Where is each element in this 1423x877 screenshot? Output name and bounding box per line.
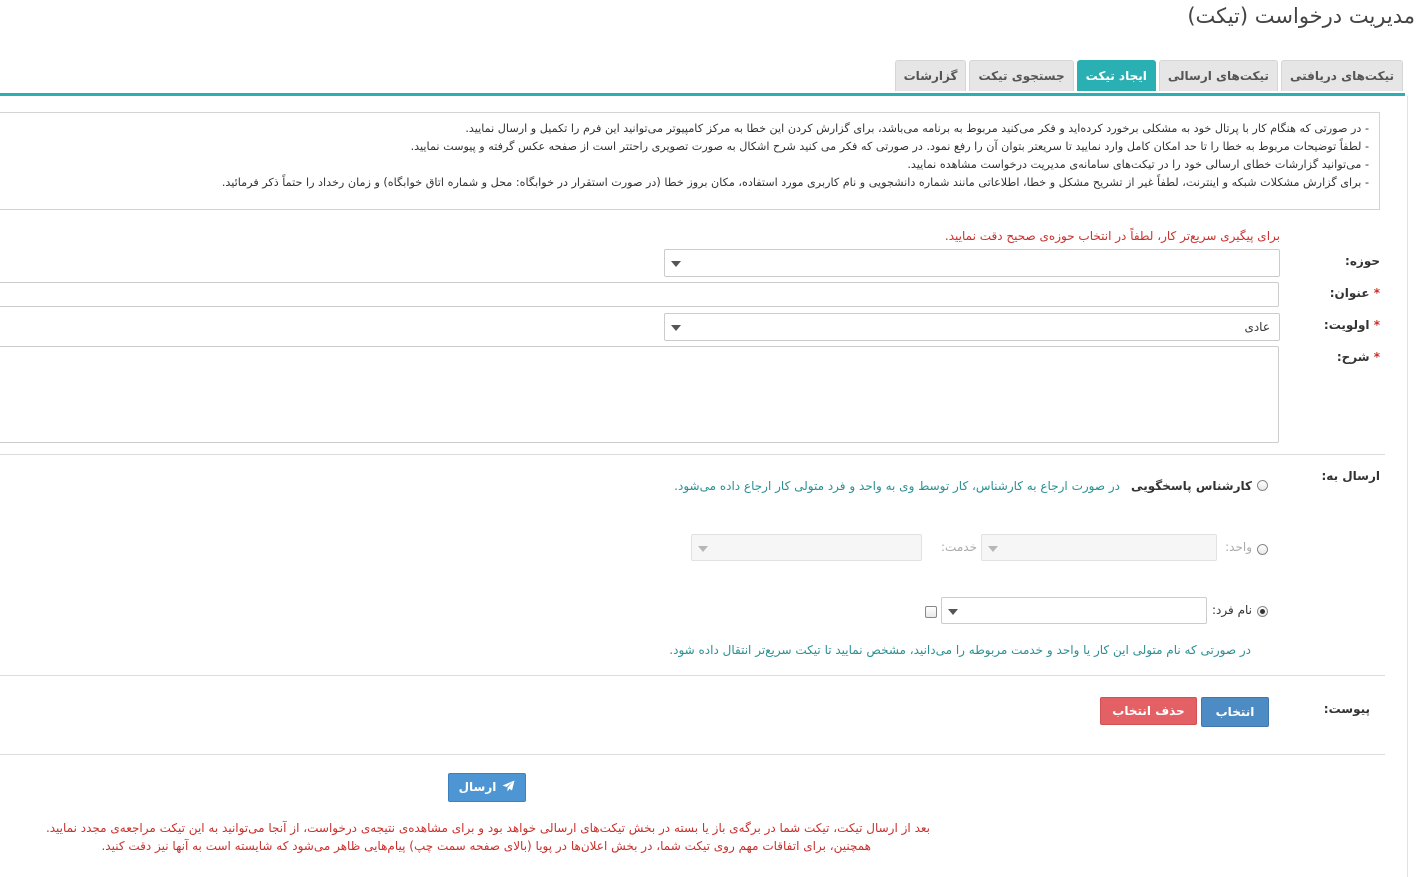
expert-option-label[interactable]: کارشناس پاسخگویی [1131, 479, 1252, 493]
chevron-down-icon [698, 546, 708, 552]
tab-reports[interactable]: گزارشات [895, 60, 967, 91]
required-mark: * [1373, 350, 1380, 364]
footer-note-1: بعد از ارسال تیکت، تیکت شما در برگه‌ی باز یا بسته در بخش تیکت‌های ارسالی خواهد بود و برای مشاهده‌ی نتیجه‌ی درخواست، از آنجا می‌توانید به این تیکت مراجعه‌ی مجدد نمایید. [45, 821, 930, 835]
required-mark: * [1373, 286, 1380, 300]
tab-bar [895, 60, 1403, 91]
chevron-down-icon [671, 261, 681, 267]
person-note: در صورتی که نام متولی این کار یا واحد و خدمت مربوطه را می‌دانید، مشخص نمایید تا تیکت سریع‌تر انتقال داده شود. [669, 643, 1251, 657]
subject-label [1330, 286, 1380, 300]
unit-label: واحد: [1225, 540, 1252, 554]
service-select[interactable] [691, 534, 922, 561]
priority-label [1324, 318, 1380, 332]
send-to-label: ارسال به: [1321, 469, 1380, 483]
domain-note: برای پیگیری سریع‌تر کار، لطفاً در انتخاب حوزه‌ی صحیح دقت نمایید. [944, 229, 1280, 243]
priority-select[interactable] [664, 313, 1280, 341]
description-label [1337, 350, 1380, 364]
scrollbar-track[interactable] [1407, 96, 1408, 877]
expert-note: در صورت ارجاع به کارشناس، کار توسط وی به واحد و فرد متولی کار ارجاع داده می‌شود. [674, 479, 1120, 493]
required-mark: * [1373, 318, 1380, 332]
tab-sent-tickets[interactable]: تیکت‌های ارسالی [1159, 60, 1278, 91]
priority-select-value: عادی [1244, 320, 1270, 334]
tab-underline [0, 93, 1405, 96]
divider [0, 454, 1385, 455]
info-box [0, 112, 1380, 210]
subject-input[interactable] [0, 282, 1279, 307]
person-checkbox[interactable] [925, 606, 937, 618]
subject-label-text: عنوان: [1329, 286, 1370, 300]
tab-received-tickets[interactable]: تیکت‌های دریافتی [1281, 60, 1403, 91]
send-button[interactable] [448, 773, 526, 802]
footer-note-2: همچنین، برای اتفاقات مهم روی تیکت شما، در بخش اعلان‌ها در پویا (بالای صفحه سمت چپ) پیام‌هایی ظاهر می‌شود که شایسته است به آنها نیز دقت کنید. [101, 839, 871, 853]
radio-expert[interactable] [1257, 480, 1268, 491]
info-line: - در صورتی که هنگام کار با پرتال خود به مشکلی برخورد کرده‌اید و فکر می‌کنید مربوط به برنامه می‌باشد، برای گزارش کردن این خطا به مرکز کامپیوتر می‌توانید این فرم را تکمیل و ارسال نمایید. [465, 122, 1369, 135]
info-line: - لطفاً توضیحات مربوط به خطا را تا حد امکان کامل وارد نمایید تا سریعتر بتوان آن را رفع نمود. در صورتی که فکر می کنید شرح اشکال به صورت تصویری راحتتر است از صفحه عکس گرفته و پیوست نمایید. [410, 140, 1369, 153]
divider [0, 675, 1385, 676]
divider [0, 754, 1385, 755]
person-select[interactable] [941, 597, 1207, 624]
page-title: مدیریت درخواست (تیکت) [1187, 4, 1415, 28]
person-label: نام فرد: [1212, 603, 1252, 617]
tab-create-ticket[interactable]: ایجاد تیکت [1077, 60, 1156, 91]
chevron-down-icon [671, 325, 681, 331]
description-label-text: شرح: [1336, 350, 1370, 364]
chevron-down-icon [988, 546, 998, 552]
description-textarea[interactable] [0, 346, 1279, 443]
send-button-label: ارسال [458, 780, 497, 794]
attachment-label: پیوست: [1323, 702, 1370, 716]
domain-label: حوزه: [1345, 254, 1380, 268]
radio-person[interactable] [1257, 606, 1268, 617]
info-line: - می‌توانید گزارشات خطای ارسالی خود را در تیکت‌های سامانه‌ی مدیریت درخواست مشاهده نمایید. [907, 158, 1369, 171]
paper-plane-icon [502, 780, 515, 792]
chevron-down-icon [948, 609, 958, 615]
domain-select[interactable] [664, 249, 1280, 277]
unit-select[interactable] [981, 534, 1217, 561]
radio-unit-service[interactable] [1257, 544, 1268, 555]
info-line: - برای گزارش مشکلات شبکه و اینترنت، لطفاً غیر از تشریح مشکل و خطا، اطلاعاتی مانند شماره دانشجویی و نام کاربری مورد استفاده، مکان بروز خطا (در صورت استقرار در خوابگاه: محل و شماره اتاق خوابگاه) و زمان رخداد را حتماً ذکر فرمائید. [221, 176, 1369, 189]
select-file-button[interactable]: انتخاب [1201, 697, 1269, 727]
priority-label-text: اولویت: [1323, 318, 1370, 332]
remove-selection-button[interactable]: حذف انتخاب [1100, 697, 1197, 725]
tab-search-ticket[interactable]: جستجوی تیکت [969, 60, 1073, 91]
service-label: خدمت: [941, 540, 977, 554]
